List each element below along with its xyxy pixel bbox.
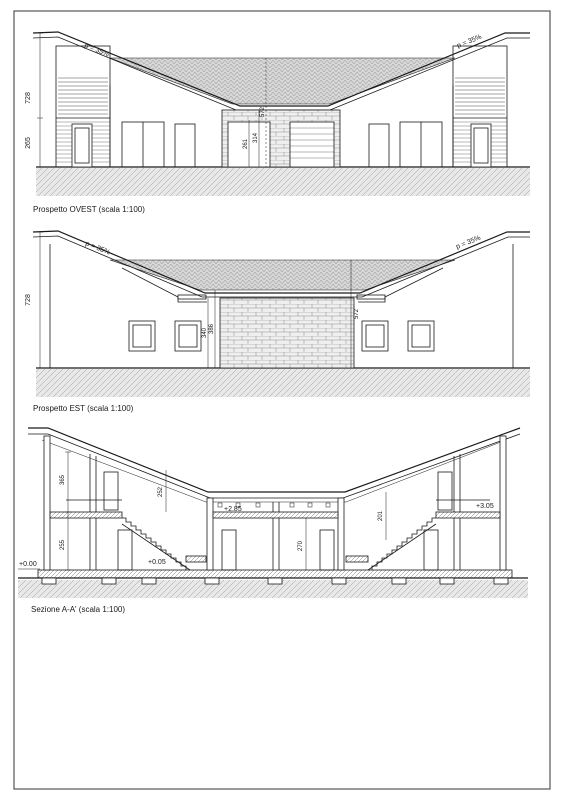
dim-stair-left-sez: 252 [158,486,164,498]
slope-label-right-est: p = 35% [455,234,482,251]
dim-center-c-ovest: 572 [260,106,266,118]
dim-stair-right-sez: 201 [378,510,384,522]
louvers-left-ovest [58,78,108,114]
slope-label-right-ovest: p = 35% [456,33,483,50]
door-left-b-ovest [175,124,195,167]
dim-center-b-est: 386 [209,323,215,335]
dim-center-a-ovest: 261 [243,138,249,150]
roof-plane-ovest [110,58,455,104]
door-sez-2 [118,530,132,570]
level-right-sez: +3.05 [476,503,494,510]
door-sez-3 [222,530,236,570]
dim-center-height-sez: 270 [298,540,304,552]
wall-right-sezione [500,436,506,570]
caption-sezione: Sezione A-A' (scala 1:100) [31,605,126,614]
dim-upper-left-sez: 365 [60,474,66,486]
dim-total-height-est: 728 [25,294,32,306]
dim-left-wall-ovest: 265 [25,137,32,149]
level-mid-sez: +2.85 [224,506,242,513]
dim-center-b-ovest: 314 [253,132,259,144]
door-sez-6 [438,472,452,510]
mezzanine-left [50,512,122,518]
dim-total-height-ovest: 728 [25,92,32,104]
louvers-right-ovest [455,78,505,114]
drawing-sezione [18,428,528,598]
stone-block-est [220,298,354,368]
garage-door-right-ovest [290,122,334,167]
door-right-b-ovest [369,124,389,167]
slope-label-left-ovest: p = 35% [83,42,110,59]
caption-est: Prospetto EST (scala 1:100) [33,404,134,413]
dim-center-c-est: 572 [354,308,360,320]
level-ground-sez: +0.00 [19,561,37,568]
level-floor-sez: +0.05 [148,559,166,566]
mezzanine-right [436,512,500,518]
floor-slab-sezione [38,570,512,578]
door-sez-4 [320,530,334,570]
dim-lower-left-sez: 255 [60,539,66,551]
ground-ovest [36,168,530,196]
slope-label-left-est: p = 35% [84,240,111,257]
dim-center-a-est: 340 [202,327,208,339]
door-sez-1 [104,472,118,510]
dimension-lines-sezione [18,452,386,570]
wall-left-sezione [44,436,50,570]
stair-right [372,518,436,570]
ground-est [36,369,530,397]
caption-ovest: Prospetto OVEST (scala 1:100) [33,205,145,214]
door-sez-5 [424,530,438,570]
roof-section [28,428,520,492]
